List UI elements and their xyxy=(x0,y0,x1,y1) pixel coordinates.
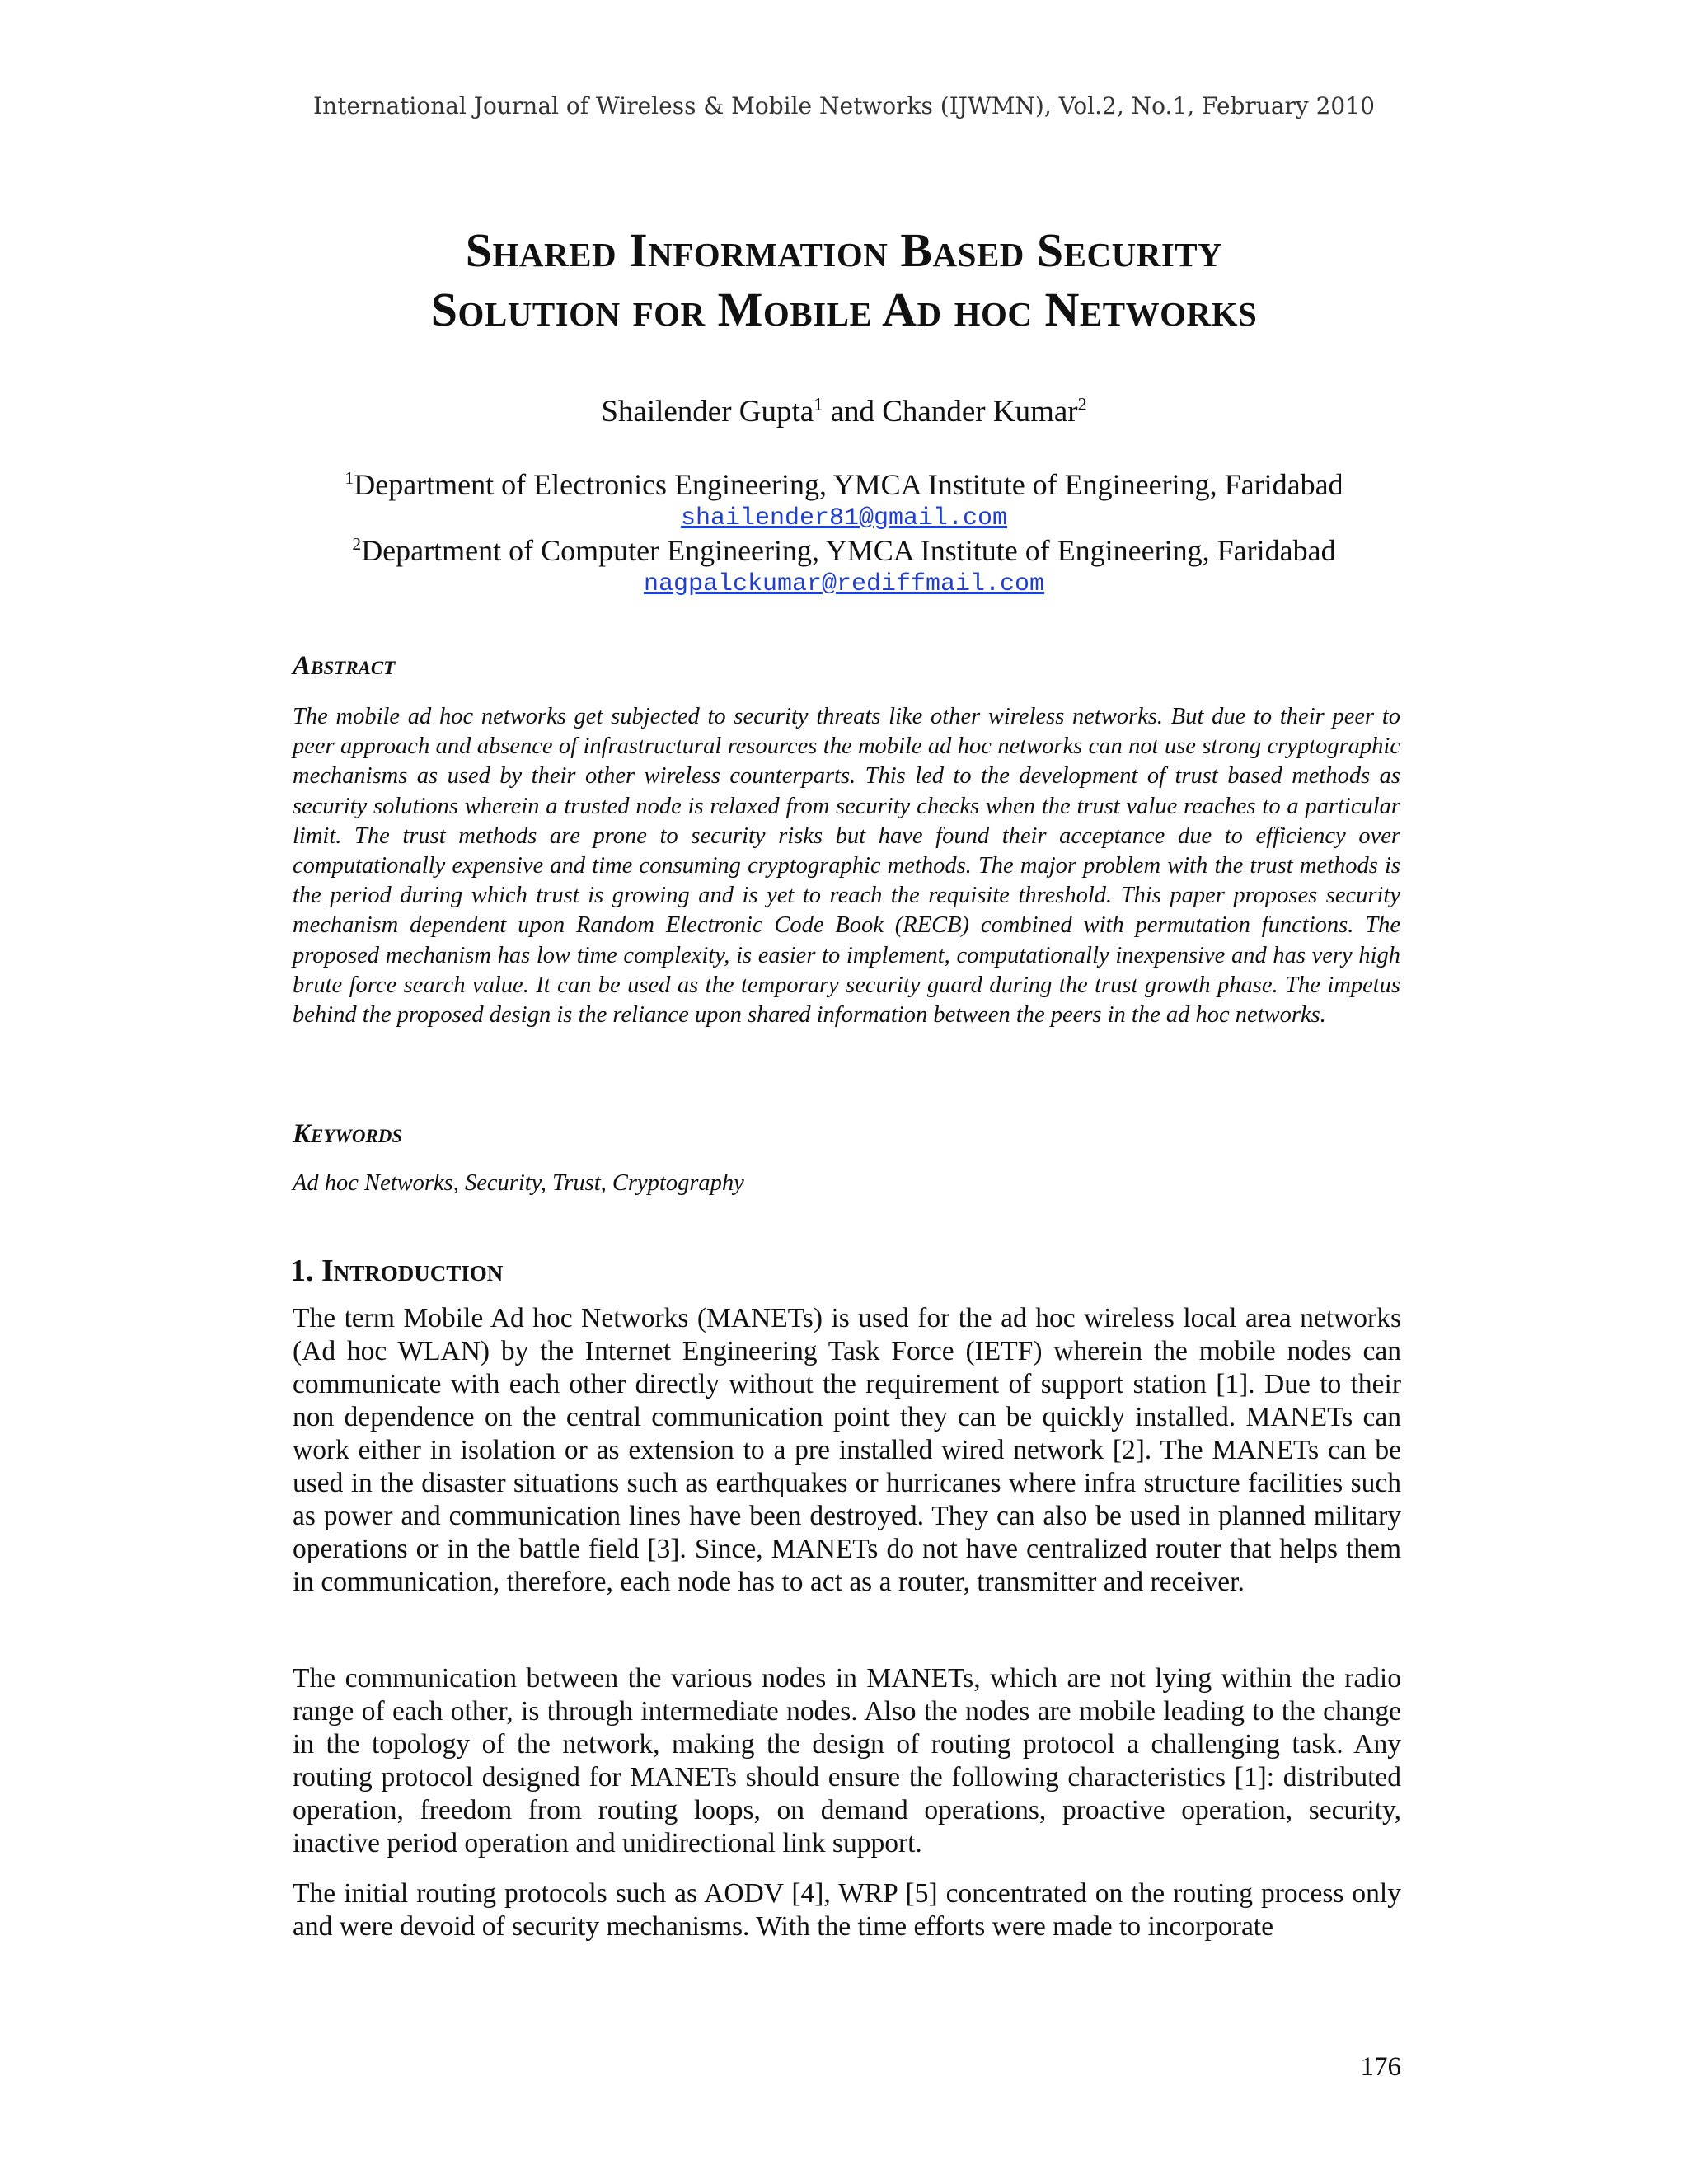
affiliation-1-text: Department of Electronics Engineering, YMCA Institute of Engineering, Faridabad xyxy=(354,468,1343,501)
intro-paragraph-3: The initial routing protocols such as AODV [4], WRP [5] concentrated on the routing process only and were devoid of security mechanisms. With the time efforts were made to incorporate xyxy=(293,1878,1401,1942)
affiliation-2 xyxy=(0,534,1688,567)
affiliation-2-sup: 2 xyxy=(352,534,362,554)
page-number: 176 xyxy=(1360,2052,1401,2082)
affiliation-1-sup: 1 xyxy=(345,468,354,488)
running-header: International Journal of Wireless & Mobile Networks (IJWMN), Vol.2, No.1, February 2010 xyxy=(313,92,1375,120)
author-1-name: Shailender Gupta xyxy=(601,395,814,429)
affiliation-1 xyxy=(0,468,1688,501)
author-2-sup: 2 xyxy=(1077,393,1087,415)
author-line xyxy=(0,394,1688,429)
intro-paragraph-2: The communication between the various nodes in MANETs, which are not lying within the radio range of each other, is through intermediate nodes. Also the nodes are mobile leading to the change in the topology of the network, making the design of routing protocol a challenging task. Any routing protocol designed for MANETs should ensure the following characteristics [1]: distributed operation, freedom from routing loops, on demand operations, proactive operation, security, inactive period operation and unidirectional link support. xyxy=(293,1663,1401,1858)
title-line-2: Solution for Mobile Ad hoc Networks xyxy=(430,283,1258,336)
affiliation-2-text: Department of Computer Engineering, YMCA Institute of Engineering, Faridabad xyxy=(361,534,1336,567)
email-link-2[interactable]: nagpalckumar@rediffmail.com xyxy=(643,570,1045,598)
keywords-heading: Keywords xyxy=(293,1119,403,1149)
keywords-text: Ad hoc Networks, Security, Trust, Cryptography xyxy=(293,1170,744,1196)
intro-paragraph-1: The term Mobile Ad hoc Networks (MANETs) is used for the ad hoc wireless local area networks (Ad hoc WLAN) by the Internet Engineering Task Force (IETF) wherein the mobile nodes can communicate with each other directly without the requirement of support station [1]. Due to their non dependence on the central communication point they can be quickly installed. MANETs can work either in isolation or as extension to a pre installed wired network [2]. The MANETs can be used in the disaster situations such as earthquakes or hurricanes where infra structure facilities such as power and communication lines have been destroyed. They can also be used in planned military operations or in the battle field [3]. Since, MANETs do not have centralized router that helps them in communication, therefore, each node has to act as a router, transmitter and receiver. xyxy=(293,1303,1401,1597)
email-link-1[interactable]: shailender81@gmail.com xyxy=(680,504,1008,532)
title-line-1: Shared Information Based Security xyxy=(465,223,1223,277)
author-join: and xyxy=(823,395,883,429)
paper-title xyxy=(0,221,1688,340)
author-2-name: Chander Kumar xyxy=(882,395,1078,429)
introduction-heading: 1. Introduction xyxy=(290,1254,504,1288)
abstract-heading: Abstract xyxy=(293,651,396,681)
abstract-text: The mobile ad hoc networks get subjected to security threats like other wireless networks. But due to their peer to peer approach and absence of infrastructural resources the mobile ad hoc networks can not use strong cryptographic mechanisms as used by their other wireless counterparts. This led to the development of trust based methods as security solutions wherein a trusted node is relaxed from security checks when the trust value reaches to a particular limit. The trust methods are prone to security risks but have found their acceptance due to efficiency over computationally expensive and time consuming cryptographic methods. The major problem with the trust methods is the period during which trust is growing and is yet to reach the requisite threshold. This paper proposes security mechanism dependent upon Random Electronic Code Book (RECB) combined with permutation functions. The proposed mechanism has low time complexity, is easier to implement, computationally inexpensive and has very high brute force search value. It can be used as the temporary security guard during the trust growth phase. The impetus behind the proposed design is the reliance upon shared information between the peers in the ad hoc networks. xyxy=(293,704,1400,1029)
author-1-sup: 1 xyxy=(814,393,823,415)
